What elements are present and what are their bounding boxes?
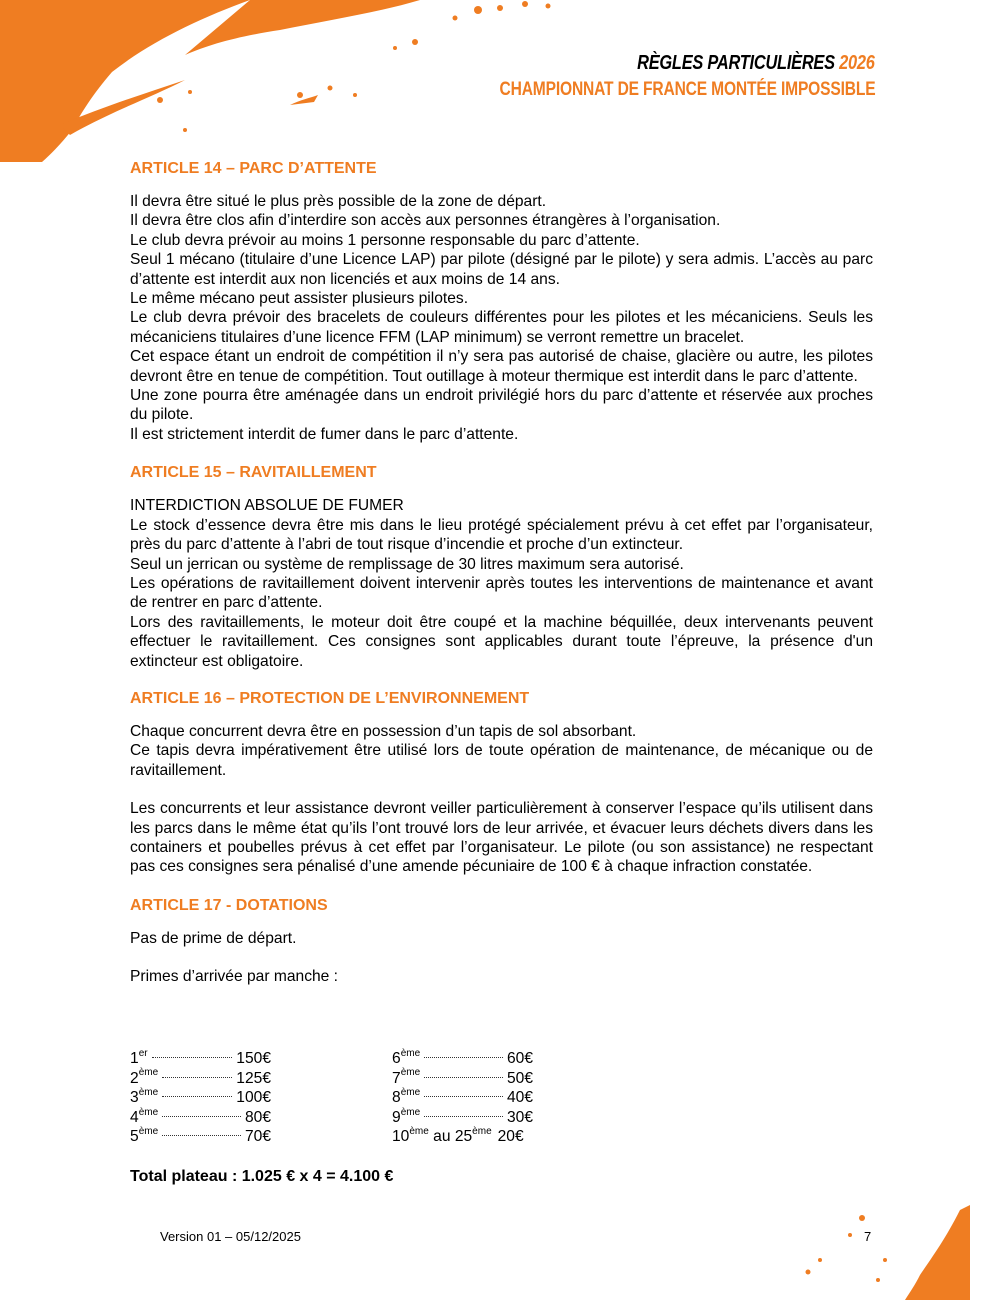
article-14-paragraph: Une zone pourra être aménagée dans un endroit privilégié hors du parc d’attente et réservée aux proches du pilote.	[130, 387, 873, 424]
prize-amount: 100€	[236, 1089, 271, 1107]
prize-column-left	[130, 1047, 271, 1148]
prize-amount: 70€	[244, 1128, 271, 1146]
article-15-paragraph: Lors des ravitaillements, le moteur doit être coupé et la machine béquillée, deux intervenants peuvent effectuer le ravitaillement. Ces consignes sont applicables durant toute l’épreuve, la présence d'un extincteur est obligatoire.	[130, 613, 873, 670]
footer-splash-decoration	[790, 1200, 970, 1300]
article-14-paragraph: Il est strictement interdit de fumer dans le parc d’attente.	[130, 425, 519, 443]
header-subtitle: CHAMPIONNAT DE FRANCE MONTÉE IMPOSSIBLE	[499, 79, 875, 100]
article-15-paragraph: Le stock d’essence devra être mis dans le lieu protégé spécialement prévu à cet effet par l’organisateur, près du parc d’attente à l’abri de tout risque d’incendie et proche d’un extincteur.	[130, 516, 873, 554]
prize-amount: 60€	[506, 1050, 533, 1067]
header-year: 2026	[839, 52, 875, 74]
footer-version: Version 01 – 05/12/2025	[160, 1229, 301, 1244]
prize-row: 3ème 100€	[130, 1087, 271, 1107]
article-14-paragraph: Seul 1 mécano (titulaire d’une Licence LAP) par pilote (désigné par le pilote) y sera admis. L’accès au parc d’attente est interdit aux non licenciés et aux moins de 14 ans.	[130, 251, 873, 288]
prize-row: 7ème 50€	[392, 1067, 533, 1087]
article-14-paragraph: Il devra être situé le plus près possible de la zone de départ.	[130, 193, 547, 210]
prize-amount: 40€	[506, 1089, 533, 1107]
article-14-paragraph: Le club devra prévoir au moins 1 personne responsable du parc d’attente.	[130, 231, 640, 249]
prize-row: 5ème 70€	[130, 1126, 271, 1146]
article-17-title: ARTICLE 17 - DOTATIONS	[130, 896, 328, 914]
prize-amount: 50€	[506, 1069, 533, 1087]
prize-amount: 150€	[236, 1050, 271, 1067]
article-14-paragraph: Le club devra prévoir des bracelets de couleurs différentes pour les pilotes et les mécaniciens. Seuls les mécaniciens titulaires d’une licence FFM (LAP minimum) se verront remettre un bracelet.	[130, 309, 873, 346]
prize-amount: 20€	[497, 1128, 524, 1146]
prize-amount: 30€	[506, 1108, 533, 1126]
article-16-title: ARTICLE 16 – PROTECTION DE L’ENVIRONNEMENT	[130, 689, 530, 707]
prize-row: 1er 150€	[130, 1047, 271, 1067]
prize-row: 2ème 125€	[130, 1067, 271, 1087]
article-15-paragraph: Les opérations de ravitaillement doivent intervenir après toutes les interventions de maintenance et avant de rentrer en parc d’attente.	[130, 574, 873, 612]
start-prize-text: Pas de prime de départ.	[130, 929, 297, 947]
article-15-title: ARTICLE 15 – RAVITAILLEMENT	[130, 464, 377, 482]
prize-row: 6ème 60€	[392, 1047, 533, 1067]
document-body	[130, 159, 873, 987]
arrival-prizes-label: Primes d’arrivée par manche :	[130, 968, 338, 986]
prize-column-right	[392, 1047, 533, 1148]
prize-row: 8ème 40€	[392, 1087, 533, 1107]
article-16-paragraph: Chaque concurrent devra être en possession d’un tapis de sol absorbant.	[130, 722, 637, 740]
total-prize-pool: Total plateau : 1.025 € x 4 = 4.100 €	[130, 1168, 394, 1185]
prize-row: 9ème 30€	[392, 1106, 533, 1126]
article-16-paragraph: Ce tapis devra impérativement être utilisé lors de toute opération de maintenance, de mécanique ou de ravitaillement.	[130, 742, 873, 779]
article-14-paragraph: Cet espace étant un endroit de compétition il n’y sera pas autorisé de chaise, glacière ou autre, les pilotes devront être en tenue de compétition. Tout outillage à moteur thermique est interdit dans le parc d’attente.	[130, 348, 873, 385]
header-title	[637, 52, 875, 75]
article-15-paragraph: INTERDICTION ABSOLUE DE FUMER	[130, 497, 404, 515]
article-14-title: ARTICLE 14 – PARC D’ATTENTE	[130, 160, 377, 177]
article-16-paragraph: Les concurrents et leur assistance devront veiller particulièrement à conserver l’espace qu’ils utilisent dans les parcs dans le même état qu’ils l’ont trouvé lors de leur arrivée, et évacuer leurs déchets divers dans les containers et poubelles prévus à cet effet par l’organisateur. Le pilote (ou son assistance) ne respectant pas ces consignes sera pénalisé d’une amende pécuniaire de 100 € à chaque infraction constatée.	[130, 800, 873, 876]
page-number: 7	[864, 1229, 872, 1244]
article-14-paragraph: Il devra être clos afin d’interdire son accès aux personnes étrangères à l’organisation.	[130, 212, 721, 230]
prize-row: 10ème au 25ème 20€	[392, 1126, 524, 1146]
article-15-paragraph: Seul un jerrican ou système de remplissage de 30 litres maximum sera autorisé.	[130, 555, 684, 573]
prize-row: 4ème 80€	[130, 1106, 271, 1126]
prize-amount: 125€	[236, 1069, 271, 1087]
prize-amount: 80€	[244, 1108, 271, 1126]
header-title-main: RÈGLES PARTICULIÈRES	[637, 52, 836, 74]
article-14-paragraph: Le même mécano peut assister plusieurs pilotes.	[130, 290, 469, 308]
